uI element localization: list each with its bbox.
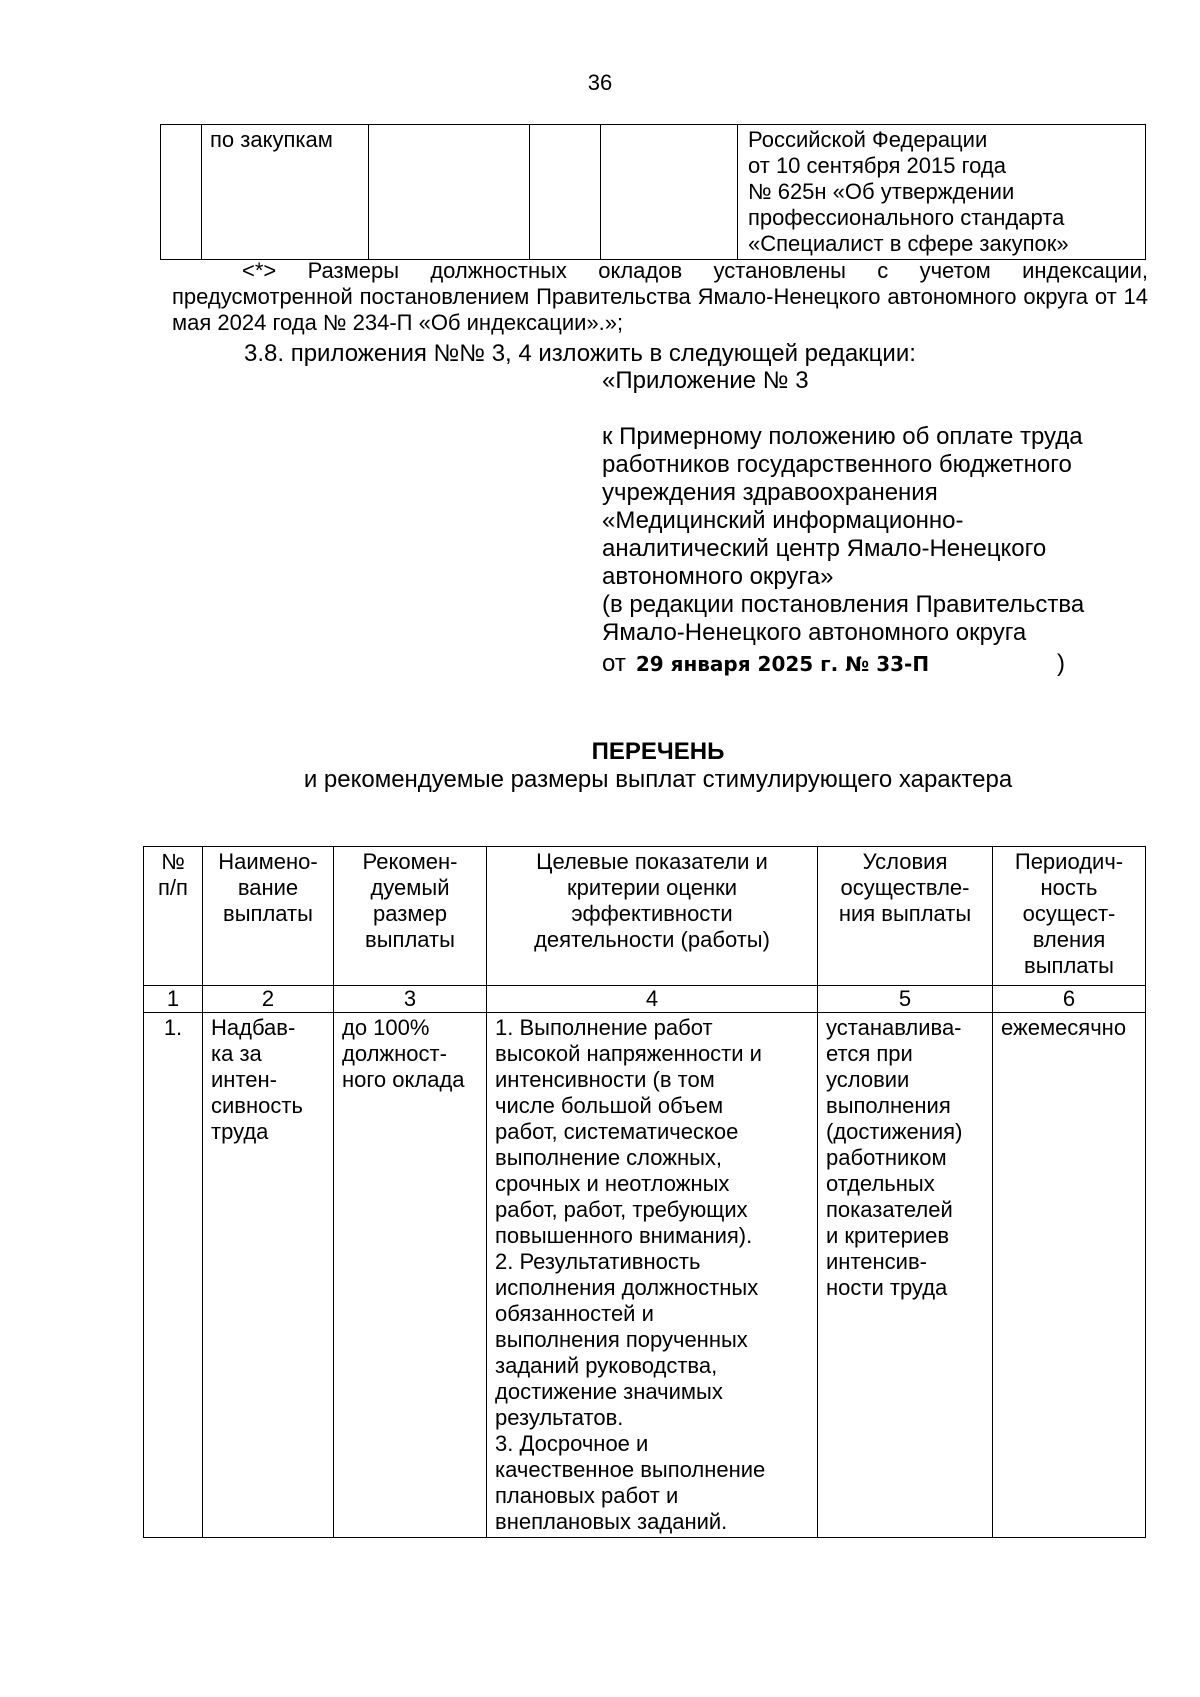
incentive-payments-table xyxy=(143,846,1146,1538)
column-header: Наимено- вание выплаты xyxy=(203,847,334,986)
top-table-cell-empty xyxy=(530,125,601,260)
column-header: Условия осуществле- ния выплаты xyxy=(818,847,993,986)
column-number: 6 xyxy=(993,986,1146,1013)
column-header: Целевые показатели и критерии оценки эффективности деятельности (работы) xyxy=(487,847,818,986)
column-number: 4 xyxy=(487,986,818,1013)
column-header: Периодич- ность осущест- вления выплаты xyxy=(993,847,1146,986)
payment-periodicity: ежемесячно xyxy=(993,1013,1146,1538)
row-number: 1. xyxy=(144,1013,203,1538)
column-number-row xyxy=(144,986,1146,1013)
appendix-date-line xyxy=(602,650,1162,678)
appendix-date-number: 29 января 2025 г. № 33-П xyxy=(635,652,930,676)
appendix-body: к Примерному положению об оплате труда работников государственного бюджетного учреждения здравоохранения «Медицинский информационно- аналитический центр Ямало-Ненецкого автономного округа» (в редакции постановления Правительства Ямало-Ненецкого автономного округа xyxy=(602,423,1085,646)
top-table-cell-empty xyxy=(369,125,530,260)
paragraph-3-8: 3.8. приложения №№ 3, 4 изложить в следующей редакции: xyxy=(244,340,916,367)
top-table-cell-empty xyxy=(601,125,738,260)
column-number: 5 xyxy=(818,986,993,1013)
payment-conditions: устанавлива- ется при условии выполнения (достижения) работником отдельных показателей и критериев интенсив- ности труда xyxy=(818,1013,993,1538)
payment-name: Надбав- ка за интен- сивность труда xyxy=(203,1013,334,1538)
column-number: 2 xyxy=(203,986,334,1013)
payment-criteria: 1. Выполнение работ высокой напряженности и интенсивности (в том числе большой объем работ, систематическое выполнение сложных, срочных и неотложных работ, работ, требующих повышенного внимания). 2. Результативность исполнения должностных обязанностей и выполнения порученных заданий руководства, достижение значимых результатов. 3. Досрочное и качественное выполнение плановых работ и внеплановых заданий. xyxy=(487,1013,818,1538)
payment-size: до 100% должност- ного оклада xyxy=(334,1013,487,1538)
table-header-row xyxy=(144,847,1146,986)
column-header: Рекомен- дуемый размер выплаты xyxy=(334,847,487,986)
appendix-close-paren: ) xyxy=(1057,650,1065,677)
document-subheading: и рекомендуемые размеры выплат стимулирующего характера xyxy=(303,766,1013,793)
footnote: <*> Размеры должностных окладов установлены с учетом индексации, предусмотренной постановлением Правительства Ямало-Ненецкого автономного округа от 14 мая 2024 года № 234-П «Об индексации».»; xyxy=(172,258,1148,335)
top-table-doc-cell: Российской Федерации от 10 сентября 2015 года № 625н «Об утверждении профессионального стандарта «Специалист в сфере закупок» xyxy=(738,125,1146,260)
page-number: 36 xyxy=(587,70,613,95)
column-number: 1 xyxy=(144,986,203,1013)
column-header: № п/п xyxy=(144,847,203,986)
appendix-from-label: от xyxy=(602,650,626,677)
appendix-title: «Приложение № 3 xyxy=(602,367,809,394)
table-row xyxy=(144,1013,1146,1538)
top-table-continuation xyxy=(160,124,1146,260)
top-table-cell-empty xyxy=(161,125,202,260)
top-table-name-cell: по закупкам xyxy=(202,125,369,260)
document-heading: ПЕРЕЧЕНЬ xyxy=(591,738,725,765)
column-number: 3 xyxy=(334,986,487,1013)
